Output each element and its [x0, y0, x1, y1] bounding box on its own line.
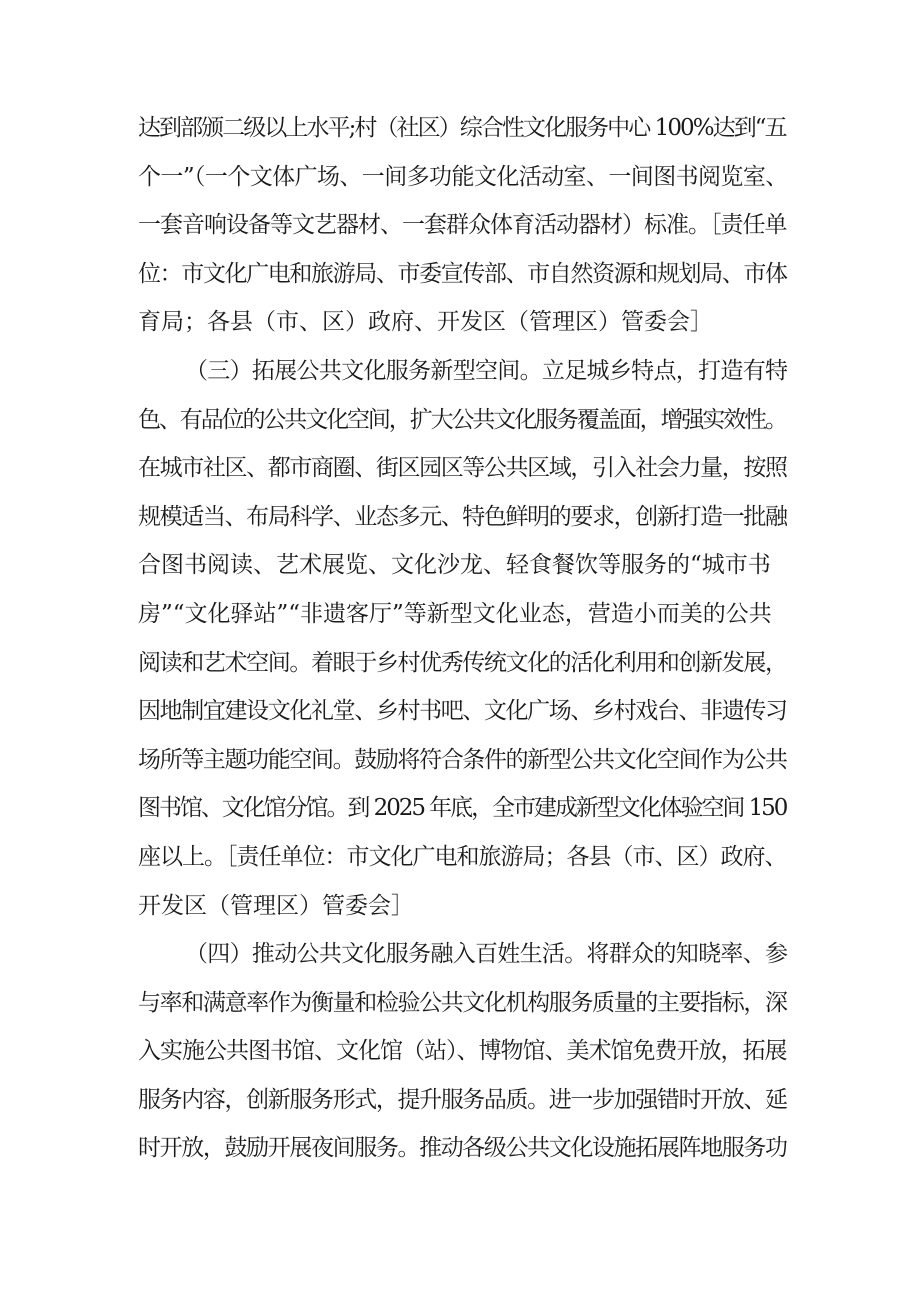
text-line: 色、有品位的公共文化空间，扩大公共文化服务覆盖面，增强实效性。 — [138, 406, 786, 433]
text-line: 阅读和艺术空间。着眼于乡村优秀传统文化的活化利用和创新发展， — [138, 649, 787, 676]
text-line: 图书馆、文化馆分馆。到 2025 年底，全市建成新型文化体验空间 150 — [138, 795, 787, 822]
text-line: 与率和满意率作为衡量和检验公共文化机构服务质量的主要指标，深 — [138, 989, 787, 1016]
text-line: 在城市社区、都市商圈、街区园区等公共区域，引入社会力量，按照 — [138, 455, 787, 482]
text-line: 场所等主题功能空间。鼓励将符合条件的新型公共文化空间作为公共 — [138, 746, 787, 773]
text-line: 因地制宜建设文化礼堂、乡村书吧、文化广场、乡村戏台、非遗传习 — [138, 698, 787, 725]
text-line: 服务内容，创新服务形式，提升服务品质。进一步加强错时开放、延 — [138, 1086, 787, 1113]
text-line: 位：市文化广电和旅游局、市委宣传部、市自然资源和规划局、市体 — [138, 260, 787, 287]
text-line: 入实施公共图书馆、文化馆（站）、博物馆、美术馆免费开放，拓展 — [138, 1038, 787, 1065]
text-line: 房”“文化驿站”“非遗客厅”等新型文化业态，营造小而美的公共 — [138, 600, 772, 627]
text-line: 开发区（管理区）管委会］ — [138, 892, 414, 919]
text-line: 合图书阅读、艺术展览、文化沙龙、轻食餐饮等服务的“城市书 — [138, 552, 771, 579]
section-heading-line: （三）拓展公共文化服务新型空间。立足城乡特点，打造有特 — [185, 357, 788, 384]
text-line: 时开放，鼓励开展夜间服务。推动各级公共文化设施拓展阵地服务功 — [138, 1135, 787, 1162]
text-line: 育局；各县（市、区）政府、开发区（管理区）管委会］ — [138, 309, 713, 336]
text-line: 达到部颁二级以上水平;村（社区）综合性文化服务中心 100%达到“五 — [138, 115, 786, 141]
text-line: 规模适当、布局科学、业态多元、特色鲜明的要求，创新打造一批融 — [138, 503, 787, 530]
text-line: 座以上。［责任单位：市文化广电和旅游局；各县（市、区）政府、 — [138, 843, 787, 870]
text-line: 个一”（一个文体广场、一间多功能文化活动室、一间图书阅览室、 — [138, 163, 788, 190]
section-heading-line: （四）推动公共文化服务融入百姓生活。将群众的知晓率、参 — [185, 941, 788, 968]
document-body — [138, 104, 788, 1173]
text-line: 一套音响设备等文艺器材、一套群众体育活动器材）标准。［责任单 — [138, 212, 787, 239]
